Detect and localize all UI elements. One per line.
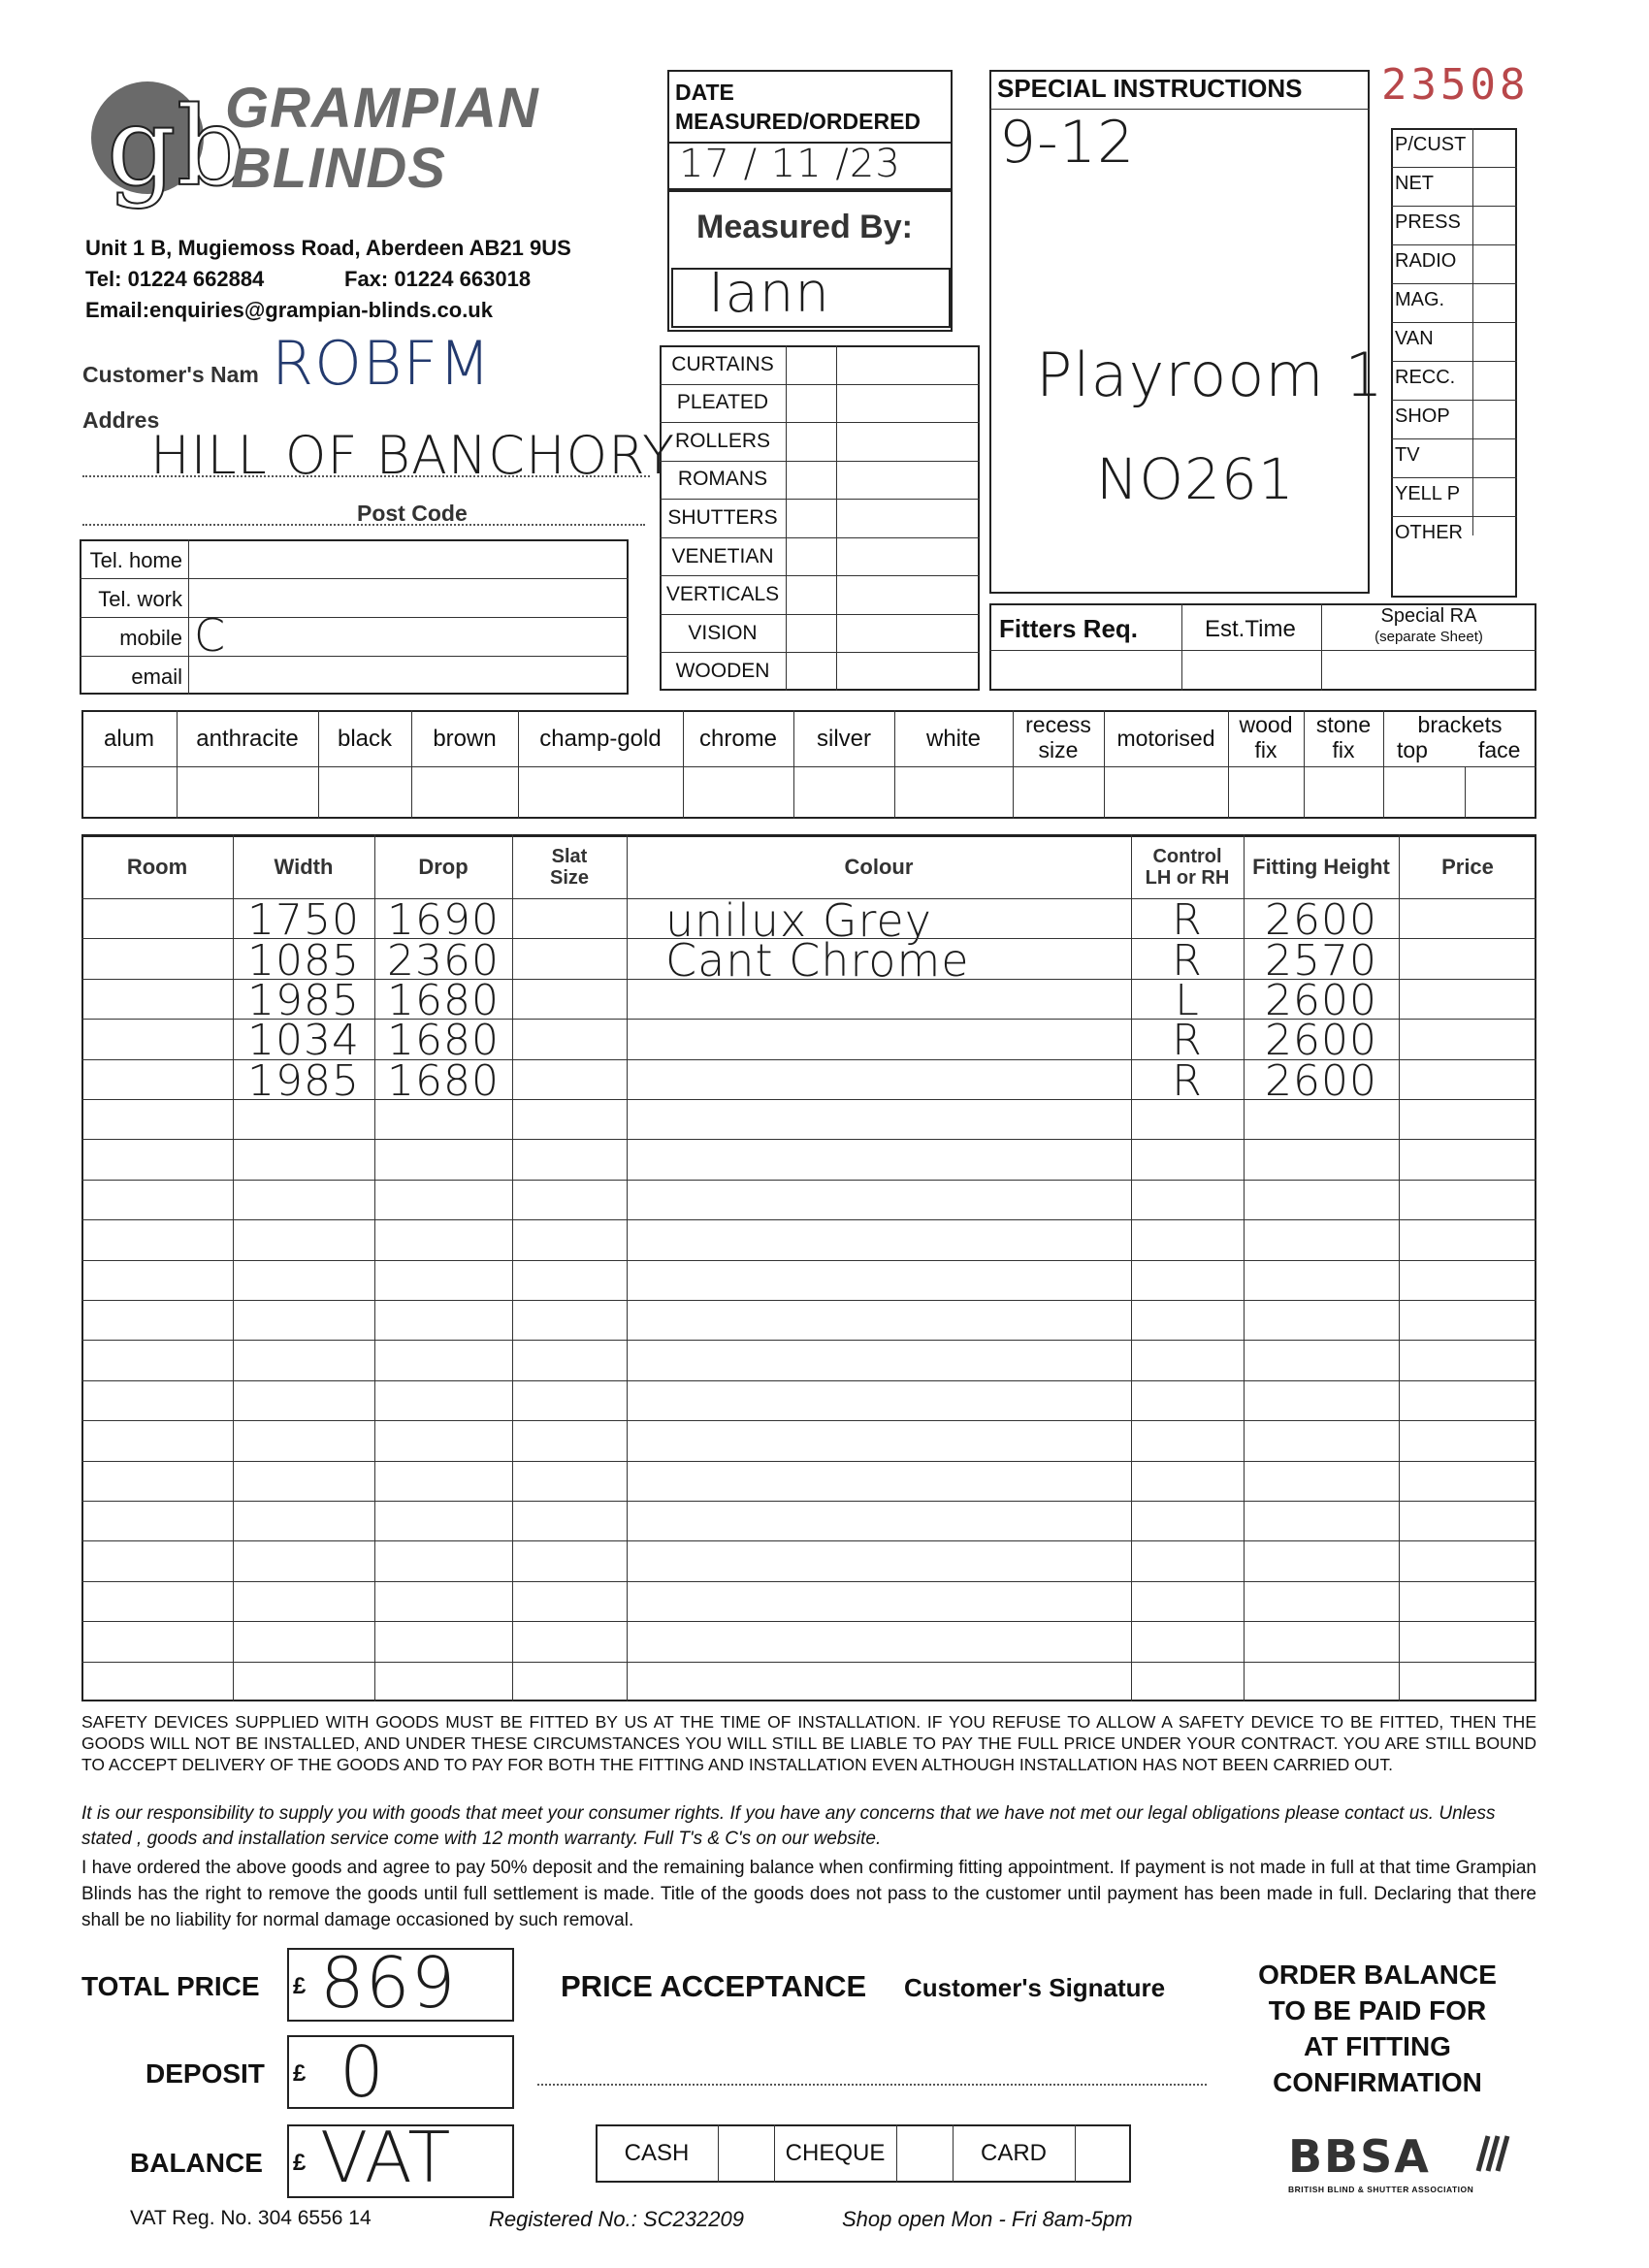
table-row bbox=[81, 1055, 1536, 1106]
table-cell-drop[interactable]: 1690 bbox=[387, 895, 500, 946]
payment-cash-label: CASH bbox=[624, 2140, 690, 2166]
deposit-value[interactable]: 0 bbox=[340, 2031, 385, 2113]
table-cell-drop[interactable]: 1680 bbox=[387, 1016, 500, 1066]
table-cell-drop[interactable]: 1680 bbox=[387, 1055, 500, 1106]
customer-name-label: Customer's Nam bbox=[82, 362, 259, 387]
product-type-label: VERTICALS bbox=[665, 583, 780, 606]
source-label: P/CUST bbox=[1395, 134, 1467, 155]
contact-label-email: email bbox=[131, 664, 182, 689]
bbsa-logo: BBSA bbox=[1288, 2130, 1431, 2183]
table-cell-drop[interactable]: 2360 bbox=[387, 935, 500, 986]
table-row bbox=[81, 934, 1536, 988]
product-types-divider bbox=[786, 345, 787, 691]
finish-label: silver bbox=[816, 726, 871, 752]
table-row bbox=[81, 1380, 1536, 1420]
source-checkbox[interactable] bbox=[1474, 324, 1515, 359]
source-checkbox[interactable] bbox=[1474, 285, 1515, 320]
product-type-label: VENETIAN bbox=[671, 544, 774, 567]
table-row bbox=[81, 1662, 1536, 1701]
finish-extra-label: size bbox=[1038, 737, 1079, 762]
customer-address-value[interactable]: HILL OF BANCHORY bbox=[150, 425, 676, 486]
finish-label: black bbox=[337, 726, 393, 752]
table-header-control bbox=[1131, 840, 1244, 894]
source-row-line bbox=[1391, 322, 1517, 323]
finish-label: brown bbox=[433, 726, 497, 752]
balance-label: BALANCE bbox=[130, 2148, 263, 2178]
table-row bbox=[81, 1420, 1536, 1460]
table-header-colour bbox=[627, 840, 1131, 894]
table-cell-room[interactable] bbox=[81, 1660, 233, 1707]
table-cell-width[interactable] bbox=[233, 1660, 374, 1707]
signature-line[interactable] bbox=[537, 2084, 1207, 2086]
table-header-room bbox=[81, 840, 233, 894]
est-time-label: Est.Time bbox=[1205, 616, 1296, 642]
source-row-line bbox=[1391, 438, 1517, 439]
special-instructions-line2[interactable]: Playroom 1 bbox=[1036, 340, 1384, 410]
brackets-face-label: face bbox=[1478, 737, 1521, 762]
deposit-currency: £ bbox=[293, 2060, 307, 2087]
payment-cash-checkbox[interactable] bbox=[720, 2126, 772, 2181]
finish-label: anthracite bbox=[196, 726, 299, 752]
payment-cheque-label: CHEQUE bbox=[785, 2140, 886, 2166]
total-currency: £ bbox=[293, 1973, 307, 1999]
table-cell-colour[interactable]: unilux Grey bbox=[665, 893, 932, 947]
table-cell-fitting[interactable]: 2570 bbox=[1265, 935, 1377, 986]
payment-divider bbox=[1075, 2124, 1076, 2183]
order-balance-line2: TO BE PAID FOR bbox=[1268, 1995, 1487, 2025]
table-row bbox=[81, 1540, 1536, 1580]
special-instructions-label: SPECIAL INSTRUCTIONS bbox=[997, 74, 1303, 103]
table-cell-width[interactable]: 1985 bbox=[247, 976, 360, 1025]
finish-checkbox[interactable] bbox=[320, 768, 409, 817]
source-label: RECC. bbox=[1395, 367, 1456, 388]
product-type-checkbox[interactable] bbox=[788, 386, 834, 421]
table-row bbox=[81, 1300, 1536, 1340]
finish-extra-checkbox[interactable] bbox=[1385, 768, 1463, 817]
table-header-fitting bbox=[1244, 840, 1399, 894]
terms-safety: SAFETY DEVICES SUPPLIED WITH GOODS MUST BE FITTED BY US AT THE TIME OF INSTALLATION. IF YOU REFUSE TO ALLOW A SAFETY DEVICE TO BE FITTED, THEN THE GOODS WILL NOT BE INSTALLED, AND UNDER THESE CIRCUMSTANCES YOU WILL STILL BE LIABLE TO PAY THE FULL PRICE UNDER YOUR CONTRACT. YOU ARE STILL BOUND TO ACCEPT DELIVERY OF THE GOODS AND TO PAY FOR BOTH THE FITTING AND INSTALLATION EVEN ALTHOUGH INSTALLATION HAS NOT BEEN CARRIED OUT. bbox=[81, 1712, 1536, 1774]
table-header-text: Width bbox=[274, 855, 334, 879]
source-checkbox[interactable] bbox=[1474, 169, 1515, 204]
table-header-text: Room bbox=[126, 855, 188, 879]
table-cell-colour[interactable]: Cant Chrome bbox=[665, 934, 970, 988]
table-cell-fitting[interactable]: 2600 bbox=[1265, 895, 1377, 946]
finish-checkbox[interactable] bbox=[520, 768, 681, 817]
special-ra-note: (separate Sheet) bbox=[1374, 629, 1483, 645]
table-cell-width[interactable]: 1085 bbox=[247, 935, 360, 986]
company-name-line2: BLINDS bbox=[231, 137, 446, 200]
contact-label-mobile: mobile bbox=[119, 626, 182, 650]
source-checkbox[interactable] bbox=[1474, 363, 1515, 398]
address-dotted-line bbox=[82, 475, 650, 477]
finish-label: chrome bbox=[698, 726, 778, 752]
date-value[interactable]: 17 / 11 /23 bbox=[679, 142, 901, 186]
table-header-slat bbox=[512, 840, 627, 894]
table-cell-fitting[interactable]: 2600 bbox=[1265, 1016, 1377, 1066]
sources-divider bbox=[1472, 128, 1473, 535]
source-row-line bbox=[1391, 477, 1517, 478]
contact-value-mobile[interactable]: C bbox=[194, 609, 227, 662]
product-type-label: ROLLERS bbox=[674, 429, 771, 452]
balance-currency: £ bbox=[293, 2150, 307, 2176]
finish-extra-label: brackets bbox=[1417, 712, 1503, 737]
product-type-label: WOODEN bbox=[675, 660, 770, 683]
company-email: Email:enquiries@grampian-blinds.co.uk bbox=[85, 298, 493, 322]
product-type-label: PLEATED bbox=[676, 391, 769, 414]
finish-extra-checkbox[interactable] bbox=[1015, 768, 1102, 817]
finish-extra-label: motorised bbox=[1116, 726, 1215, 751]
footer-vat: VAT Reg. No. 304 6556 14 bbox=[130, 2207, 372, 2229]
table-row bbox=[81, 1219, 1536, 1259]
source-row-line bbox=[1391, 244, 1517, 245]
date-label-line1: DATE bbox=[675, 80, 734, 105]
deposit-box bbox=[287, 2035, 514, 2109]
finish-checkbox[interactable] bbox=[83, 768, 175, 817]
product-type-checkbox[interactable] bbox=[788, 654, 834, 689]
payment-card-checkbox[interactable] bbox=[1077, 2126, 1129, 2181]
table-cell-control[interactable]: R bbox=[1172, 1055, 1203, 1106]
contact-label-tel-work: Tel. work bbox=[98, 587, 182, 611]
balance-value[interactable]: VAT bbox=[320, 2117, 452, 2198]
finish-extra-checkbox[interactable] bbox=[1306, 768, 1381, 817]
measured-by-value[interactable]: Iann bbox=[708, 262, 830, 325]
table-cell-colour[interactable] bbox=[627, 1660, 1131, 1707]
footer-registered: Registered No.: SC232209 bbox=[489, 2207, 744, 2231]
source-label: VAN bbox=[1395, 328, 1434, 349]
table-cell-fitting[interactable] bbox=[1244, 1660, 1399, 1707]
table-cell-width[interactable]: 1750 bbox=[247, 895, 360, 946]
fitters-req-label: Fitters Req. bbox=[999, 614, 1139, 643]
table-cell-control[interactable]: R bbox=[1172, 895, 1203, 946]
special-instructions-line3[interactable]: NO261 bbox=[1096, 446, 1295, 512]
table-row bbox=[81, 1581, 1536, 1621]
table-header-text: Control bbox=[1152, 846, 1222, 867]
payment-cheque-checkbox[interactable] bbox=[898, 2126, 951, 2181]
product-type-checkbox[interactable] bbox=[788, 501, 834, 535]
table-header-text: Colour bbox=[844, 855, 914, 879]
source-label: MAG. bbox=[1395, 289, 1445, 310]
table-cell-slat[interactable] bbox=[512, 1660, 627, 1707]
company-address: Unit 1 B, Mugiemoss Road, Aberdeen AB21 9US bbox=[85, 236, 571, 260]
table-cell-width[interactable]: 1985 bbox=[247, 1055, 360, 1106]
payment-divider bbox=[718, 2124, 719, 2183]
table-header-text: Price bbox=[1441, 855, 1494, 879]
measured-by-label: Measured By: bbox=[696, 209, 913, 245]
source-checkbox[interactable] bbox=[1474, 402, 1515, 437]
finish-checkbox[interactable] bbox=[685, 768, 792, 817]
product-type-label: ROMANS bbox=[677, 468, 768, 491]
fitters-mid-line bbox=[989, 650, 1536, 651]
product-type-checkbox[interactable] bbox=[788, 424, 834, 459]
finish-checkbox[interactable] bbox=[795, 768, 892, 817]
date-label-line2: MEASURED/ORDERED bbox=[675, 109, 922, 134]
bbsa-caption: BRITISH BLIND & SHUTTER ASSOCIATION bbox=[1288, 2185, 1474, 2194]
company-tel: Tel: 01224 662884 bbox=[85, 267, 265, 291]
table-row bbox=[81, 976, 1536, 1025]
contact-row-line bbox=[80, 578, 629, 579]
source-checkbox[interactable] bbox=[1474, 208, 1515, 243]
finish-extra-checkbox[interactable] bbox=[1467, 768, 1535, 817]
source-label: TV bbox=[1395, 444, 1420, 466]
customer-name-value[interactable]: ROBFM bbox=[272, 328, 492, 399]
source-label: PRESS bbox=[1395, 211, 1461, 233]
product-type-label: CURTAINS bbox=[671, 352, 774, 375]
finish-extra-checkbox[interactable] bbox=[1230, 768, 1302, 817]
finish-checkbox[interactable] bbox=[178, 768, 316, 817]
total-price-value[interactable]: 869 bbox=[320, 1942, 457, 2024]
source-label: OTHER bbox=[1395, 522, 1463, 543]
product-type-checkbox[interactable] bbox=[788, 577, 834, 612]
product-type-label: SHUTTERS bbox=[667, 505, 778, 529]
table-row bbox=[81, 1340, 1536, 1379]
source-row-line bbox=[1391, 516, 1517, 517]
contact-label-tel-home: Tel. home bbox=[89, 548, 182, 572]
table-row bbox=[81, 893, 1536, 947]
form-number: 23508 bbox=[1381, 60, 1530, 110]
finish-extra-label: fix bbox=[1254, 737, 1277, 762]
special-instructions-line1[interactable]: 9-12 bbox=[999, 109, 1136, 177]
table-cell-control[interactable]: R bbox=[1172, 935, 1203, 986]
terms-agreement: I have ordered the above goods and agree to pay 50% deposit and the remaining balance when confirming fitting appointment. If payment is not made in full at that time Grampian Blinds has the right to remove the goods until full settlement is made. Title of the goods does not pass to the customer until payment has been made in full. Declaring that there shall be no liability for normal damage occasioned by such removal. bbox=[81, 1858, 1536, 1930]
source-label: SHOP bbox=[1395, 405, 1450, 427]
table-header-price bbox=[1399, 840, 1536, 894]
total-price-label: TOTAL PRICE bbox=[81, 1971, 260, 2001]
table-row bbox=[81, 1501, 1536, 1540]
finish-extra-label: stone bbox=[1315, 712, 1372, 737]
table-cell-fitting[interactable]: 2600 bbox=[1265, 1055, 1377, 1106]
table-header-text: Fitting Height bbox=[1252, 855, 1390, 879]
finish-label: champ-gold bbox=[539, 726, 662, 752]
finish-extra-label: recess bbox=[1025, 712, 1091, 737]
payment-card-label: CARD bbox=[980, 2140, 1047, 2166]
logo-letters: gb bbox=[107, 84, 246, 211]
price-acceptance-title: PRICE ACCEPTANCE bbox=[561, 1969, 867, 2003]
table-header-text: Slat bbox=[551, 846, 588, 867]
table-cell-control[interactable] bbox=[1131, 1660, 1244, 1707]
terms-rights: It is our responsibility to supply you with goods that meet your consumer rights. If you have any concerns that we have not met our legal obligations please contact us. Unless stated , goods and installation service come with 12 month warranty. Full T's & C's on our website. bbox=[81, 1803, 1496, 1849]
company-name-line1: GRAMPIAN bbox=[225, 77, 539, 140]
bbsa-stripes-icon bbox=[1474, 2134, 1513, 2173]
order-balance-line4: CONFIRMATION bbox=[1273, 2067, 1482, 2097]
table-row bbox=[81, 1139, 1536, 1179]
table-row bbox=[81, 1099, 1536, 1139]
source-label: NET bbox=[1395, 173, 1434, 194]
source-checkbox[interactable] bbox=[1474, 130, 1515, 165]
source-checkbox[interactable] bbox=[1474, 479, 1515, 514]
table-header-text: Drop bbox=[418, 855, 469, 879]
source-row-line bbox=[1391, 206, 1517, 207]
table-header-width bbox=[233, 840, 374, 894]
price-acceptance-subtitle: Customer's Signature bbox=[904, 1973, 1166, 2002]
finish-extra-label: wood bbox=[1239, 712, 1293, 737]
company-fax: Fax: 01224 663018 bbox=[344, 267, 532, 291]
payment-divider bbox=[896, 2124, 897, 2183]
company-logo bbox=[85, 70, 246, 215]
finish-label: white bbox=[925, 726, 982, 752]
table-row bbox=[81, 1461, 1536, 1501]
source-checkbox[interactable] bbox=[1474, 246, 1515, 281]
table-cell-drop[interactable] bbox=[374, 1660, 512, 1707]
product-type-checkbox[interactable] bbox=[788, 539, 834, 574]
source-label: YELL P bbox=[1395, 483, 1461, 504]
finish-checkbox[interactable] bbox=[413, 768, 516, 817]
contact-row-line bbox=[80, 656, 629, 657]
table-row bbox=[81, 1621, 1536, 1661]
deposit-label: DEPOSIT bbox=[146, 2058, 265, 2089]
table-row bbox=[81, 1180, 1536, 1219]
product-type-label: VISION bbox=[688, 621, 758, 644]
product-type-checkbox[interactable] bbox=[788, 463, 834, 498]
table-cell-control[interactable]: L bbox=[1175, 976, 1200, 1025]
table-header-text: LH or RH bbox=[1145, 867, 1230, 889]
brackets-top-label: top bbox=[1397, 737, 1428, 762]
table-header-text: Size bbox=[549, 867, 590, 889]
order-balance-line3: AT FITTING bbox=[1304, 2031, 1451, 2061]
table-header-drop bbox=[374, 840, 512, 894]
fitters-divider bbox=[1181, 603, 1182, 691]
product-type-checkbox[interactable] bbox=[788, 347, 834, 382]
finishes-mid-line bbox=[81, 766, 1536, 767]
source-row-line bbox=[1391, 361, 1517, 362]
finish-divider bbox=[1465, 766, 1466, 819]
postcode-label: Post Code bbox=[357, 501, 468, 526]
source-row-line bbox=[1391, 283, 1517, 284]
table-cell-price[interactable] bbox=[1399, 1660, 1536, 1707]
table-cell-drop[interactable]: 1680 bbox=[387, 976, 500, 1025]
source-checkbox[interactable] bbox=[1474, 440, 1515, 475]
special-ra-label: Special RA bbox=[1380, 605, 1477, 627]
source-row-line bbox=[1391, 167, 1517, 168]
finish-checkbox[interactable] bbox=[896, 768, 1011, 817]
table-row bbox=[81, 1016, 1536, 1066]
table-cell-width[interactable]: 1034 bbox=[247, 1016, 360, 1066]
customer-address-label: Addres bbox=[82, 407, 160, 433]
table-row bbox=[81, 1260, 1536, 1300]
product-types-divider bbox=[836, 345, 837, 691]
table-cell-control[interactable]: R bbox=[1172, 1016, 1203, 1066]
footer-hours: Shop open Mon - Fri 8am-5pm bbox=[842, 2207, 1133, 2231]
source-label: RADIO bbox=[1395, 250, 1457, 272]
source-row-line bbox=[1391, 400, 1517, 401]
finish-label: alum bbox=[103, 726, 155, 752]
finish-extra-checkbox[interactable] bbox=[1106, 768, 1226, 817]
order-balance-line1: ORDER BALANCE bbox=[1258, 1960, 1497, 1990]
product-type-checkbox[interactable] bbox=[788, 616, 834, 651]
contact-row-line bbox=[80, 617, 629, 618]
table-cell-fitting[interactable]: 2600 bbox=[1265, 976, 1377, 1025]
finish-extra-label: fix bbox=[1332, 737, 1355, 762]
